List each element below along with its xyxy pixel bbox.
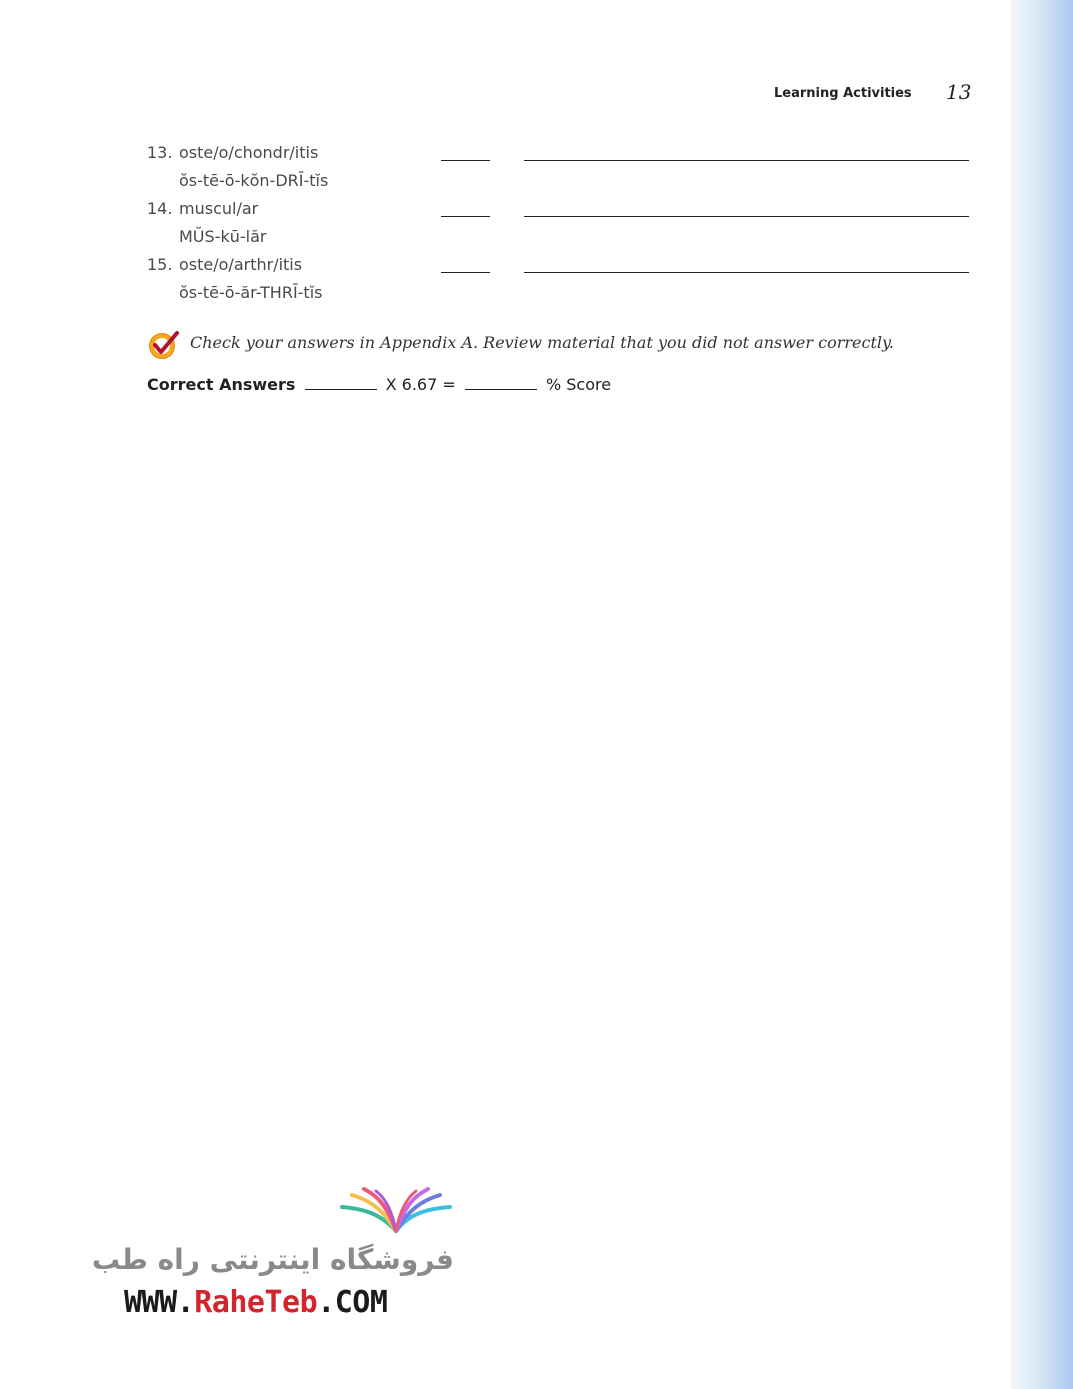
item-pronunciation: ŏs-tē-ō-kŏn-DRĪ-tĭs (179, 171, 329, 190)
open-book-logo-icon (338, 1185, 454, 1237)
item-number: 13. (147, 143, 173, 162)
item-term: muscul/ar (179, 199, 259, 218)
url-brand: RaheTeb (194, 1285, 318, 1320)
score-row (147, 375, 611, 399)
instruction-row (147, 330, 977, 360)
answer-blank-long[interactable] (524, 272, 969, 273)
score-multiplier: X 6.67 = (385, 375, 456, 394)
checkmark-icon (147, 330, 179, 360)
answer-blank-long[interactable] (524, 216, 969, 217)
watermark-url[interactable] (124, 1285, 387, 1320)
watermark-persian-text: فروشگاه اینترنتی راه طب (91, 1243, 454, 1276)
correct-answers-blank[interactable] (305, 375, 377, 390)
score-result-blank[interactable] (465, 375, 537, 390)
page-number: 13 (946, 80, 972, 104)
answer-blank-short[interactable] (441, 216, 490, 217)
answer-blank-short[interactable] (441, 160, 490, 161)
url-prefix: WWW. (124, 1285, 195, 1320)
item-number: 14. (147, 199, 173, 218)
answer-blank-long[interactable] (524, 160, 969, 161)
url-suffix: .COM (317, 1285, 388, 1320)
item-term: oste/o/chondr/itis (179, 143, 319, 162)
item-number: 15. (147, 255, 173, 274)
watermark (91, 1185, 460, 1325)
score-suffix: % Score (545, 375, 612, 394)
instruction-text: Check your answers in Appendix A. Review material that you did not answer correctly. (190, 333, 894, 352)
exercise-item (147, 255, 969, 311)
correct-answers-label: Correct Answers (147, 375, 296, 394)
answer-blank-short[interactable] (441, 272, 490, 273)
item-term: oste/o/arthr/itis (179, 255, 303, 274)
exercise-item (147, 143, 969, 199)
running-header-title: Learning Activities (774, 86, 912, 101)
item-pronunciation: ŏs-tē-ō-ăr-THRĪ-tĭs (179, 283, 323, 302)
exercise-item (147, 199, 969, 255)
item-pronunciation: MŬS-kū-lăr (179, 227, 267, 246)
page-edge-gradient (1011, 0, 1073, 1389)
